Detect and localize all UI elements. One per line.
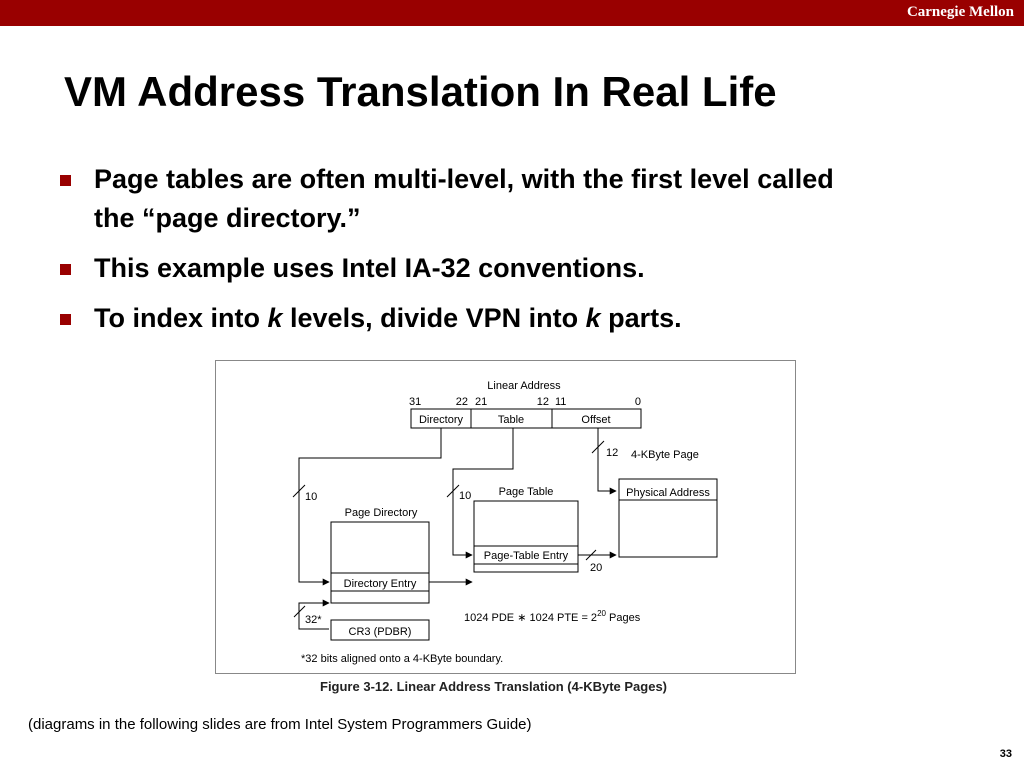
- directory-entry-label: Directory Entry: [343, 578, 417, 590]
- bullet-item: [60, 249, 880, 288]
- bullet-text-italic: k: [585, 303, 601, 333]
- bit-label-22: 22: [455, 396, 468, 408]
- bullet-item: [60, 299, 880, 338]
- header-bar: [0, 0, 1024, 26]
- page-directory-label: Page Directory: [344, 507, 418, 519]
- brand-name: Carnegie Mellon: [906, 4, 1014, 20]
- bit-label-11: 11: [555, 396, 567, 408]
- pages-formula: 1024 PDE ∗ 1024 PTE = $2^{20}$ Pages: [464, 609, 641, 624]
- field-directory: Directory: [418, 414, 464, 426]
- bullet-list: [60, 160, 880, 349]
- slide-title: VM Address Translation In Real Life: [64, 68, 777, 115]
- source-note: (diagrams in the following slides are from Intel System Programmers Guide): [28, 716, 532, 733]
- bullet-text-part: parts.: [600, 303, 682, 333]
- frame-width-label: 20: [590, 562, 603, 574]
- field-offset: Offset: [581, 414, 611, 426]
- offset-width-label: 12: [606, 447, 619, 459]
- bullet-text: This example uses Intel IA-32 conventions.: [94, 253, 645, 283]
- page-label: 4-KByte Page: [631, 449, 699, 461]
- bit-label-21: 21: [475, 396, 488, 408]
- offset-arrow: [598, 428, 619, 491]
- table-width-label: 10: [459, 490, 472, 502]
- page-number: 33: [999, 748, 1012, 760]
- bullet-text-italic: k: [267, 303, 283, 333]
- physical-address-label: Physical Address: [626, 487, 710, 499]
- page-directory-box: [331, 522, 429, 603]
- page-table-label: Page Table: [498, 486, 554, 498]
- figure-caption: Figure 3-12. Linear Address Translation (4-KByte Pages): [320, 679, 668, 694]
- footnote: *32 bits aligned onto a 4-KByte boundary.: [301, 653, 504, 665]
- bit-label-31: 31: [409, 396, 422, 408]
- field-table: Table: [497, 414, 525, 426]
- bullet-square-icon: [60, 264, 71, 275]
- bit-label-0: 0: [634, 396, 641, 408]
- cr3-width-label: 32*: [305, 614, 322, 626]
- bit-label-12: 12: [536, 396, 549, 408]
- bullet-text-part: levels, divide VPN into: [282, 303, 586, 333]
- linear-address-label: Linear Address: [487, 380, 561, 392]
- bullet-text: Page tables are often multi-level, with the first level called the “page directory.”: [94, 164, 834, 233]
- directory-width-label: 10: [305, 491, 318, 503]
- bullet-text-part: To index into: [94, 303, 268, 333]
- translation-diagram: [215, 360, 796, 674]
- bullet-square-icon: [60, 314, 71, 325]
- page-table-entry-label: Page-Table Entry: [483, 550, 569, 562]
- directory-index-arrow: [299, 428, 441, 582]
- bullet-item: [60, 160, 880, 238]
- cr3-label: CR3 (PDBR): [348, 626, 412, 638]
- bullet-square-icon: [60, 175, 71, 186]
